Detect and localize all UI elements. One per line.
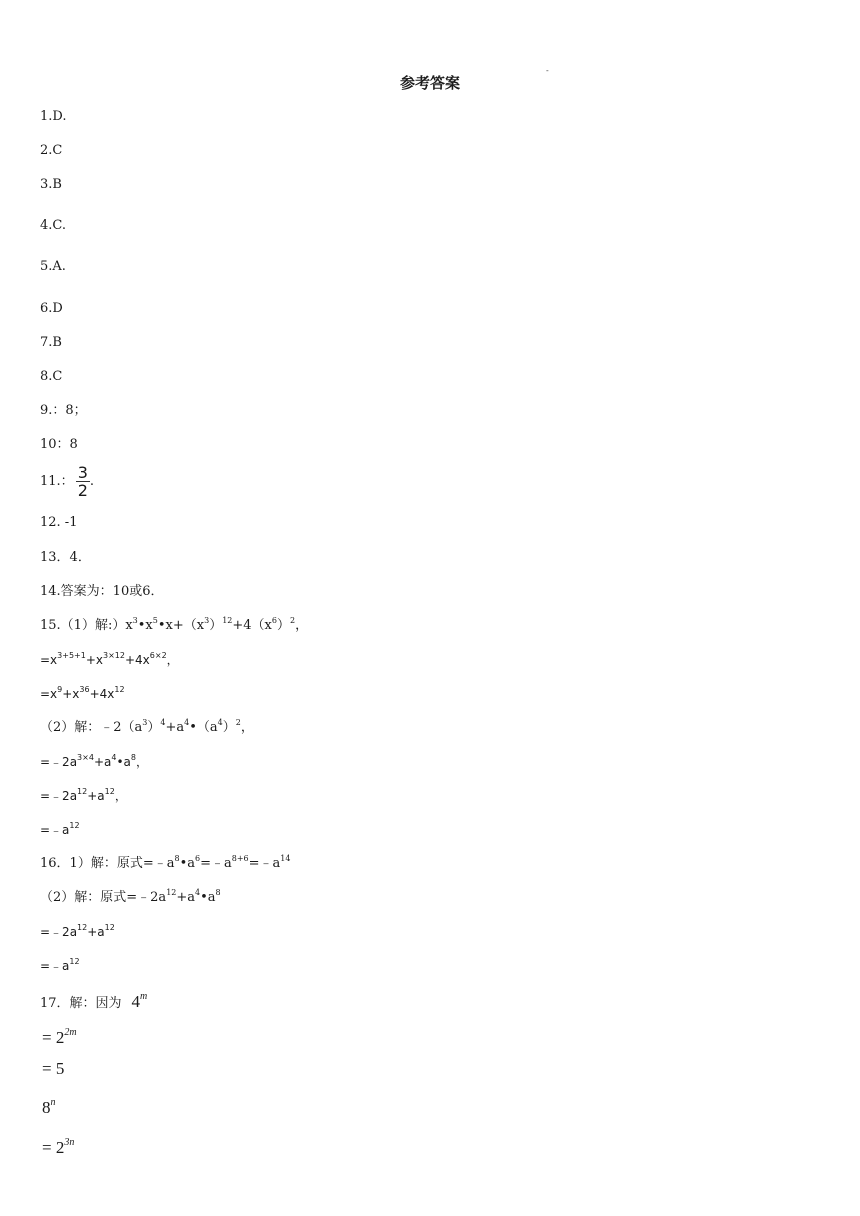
text-seg: =﹣2a xyxy=(40,755,78,769)
text-seg: •x+（x xyxy=(157,618,205,633)
q17-math-3 xyxy=(42,1098,56,1118)
q16-line-1 xyxy=(40,855,290,873)
text-seg: =﹣a xyxy=(200,856,232,871)
exponent: 4 xyxy=(111,753,117,762)
header-dash: - xyxy=(546,66,549,75)
exponent: 6×2 xyxy=(149,651,167,660)
exponent: 12 xyxy=(104,787,115,796)
fraction xyxy=(76,464,90,499)
exponent: 12 xyxy=(114,685,125,694)
q16-line-2 xyxy=(40,889,221,907)
q17-math-1 xyxy=(42,1028,77,1048)
answer-14: 14.答案为：10或6． xyxy=(40,584,164,599)
text-seg: =﹣2a xyxy=(40,925,78,939)
text-seg: +a xyxy=(87,789,105,803)
q15-line-6 xyxy=(40,787,127,805)
exponent: 12 xyxy=(166,888,177,897)
text-seg: +4（x xyxy=(232,618,272,633)
answer-1: 1.D. xyxy=(40,109,67,124)
exponent: 12 xyxy=(77,787,88,796)
answer-7: 7.B xyxy=(40,335,62,350)
text-seg: +x xyxy=(62,687,80,701)
q15-line-3 xyxy=(40,685,125,703)
text-seg: ， xyxy=(135,755,148,769)
text-seg: •x xyxy=(137,618,153,633)
answer-10: 10：8 xyxy=(40,437,78,452)
answer-9: 9.：8； xyxy=(40,403,87,418)
math-base: = 2 xyxy=(42,1028,65,1047)
exponent: 3×12 xyxy=(103,651,125,660)
text-seg: =﹣a xyxy=(248,856,281,871)
q16-line-4 xyxy=(40,957,80,975)
text-seg: •（a xyxy=(189,720,218,735)
text-seg: +a xyxy=(87,925,105,939)
exponent: 4 xyxy=(160,718,166,727)
answer-11-suffix: . xyxy=(89,474,95,489)
exponent: n xyxy=(50,1097,56,1108)
q17-math-4 xyxy=(42,1138,74,1158)
answer-13: 13．4． xyxy=(40,550,91,565)
text-seg: =﹣a xyxy=(40,959,70,973)
text-seg: +a xyxy=(165,720,185,735)
exponent: 36 xyxy=(79,685,90,694)
text-seg: ， xyxy=(295,618,309,633)
exponent: 3+5+1 xyxy=(57,651,86,660)
exponent: m xyxy=(140,991,148,1002)
math-base: 4 xyxy=(131,992,141,1011)
exponent: 3 xyxy=(142,718,148,727)
exponent: 8+6 xyxy=(231,854,249,863)
exponent: 3 xyxy=(204,616,210,625)
text-seg: +4x xyxy=(89,687,115,701)
exponent: 4 xyxy=(195,888,201,897)
exponent: 12 xyxy=(77,923,88,932)
q15-line-7 xyxy=(40,821,80,839)
exponent: 4 xyxy=(184,718,190,727)
fraction-denominator: 2 xyxy=(77,481,88,500)
text-seg: =﹣2a xyxy=(40,789,78,803)
text-seg: ） xyxy=(222,720,236,735)
q15-line-4 xyxy=(40,719,254,737)
exponent: 2 xyxy=(290,616,296,625)
text-seg: +a xyxy=(176,890,196,905)
text-seg: （2）解：原式=﹣2a xyxy=(40,890,167,905)
exponent: 12 xyxy=(222,616,233,625)
q17-intro xyxy=(40,993,147,1013)
q15-line-2 xyxy=(40,651,179,669)
answer-3: 3.B xyxy=(40,177,62,192)
fraction-numerator: 3 xyxy=(77,463,88,482)
text-seg: 16．1）解：原式=﹣a xyxy=(40,856,175,871)
exponent: 8 xyxy=(215,888,221,897)
exponent: 14 xyxy=(280,854,291,863)
answer-4: 4.C. xyxy=(40,218,67,233)
answer-11 xyxy=(40,464,94,499)
exponent: 6 xyxy=(271,616,277,625)
answer-11-prefix: 11.： xyxy=(40,474,74,489)
text-seg: （2）解：﹣2（a xyxy=(40,720,143,735)
exponent: 3 xyxy=(132,616,138,625)
text-seg: •a xyxy=(116,755,131,769)
text-seg: •a xyxy=(200,890,216,905)
answer-8: 8.C xyxy=(40,369,63,384)
text-seg: +x xyxy=(85,653,103,667)
math-base: 8 xyxy=(42,1098,51,1117)
math-base: = 2 xyxy=(42,1138,65,1157)
text-seg: +a xyxy=(93,755,112,769)
text-seg: =x xyxy=(40,687,58,701)
text-seg: +4x xyxy=(124,653,150,667)
q15-line-5 xyxy=(40,753,148,771)
text-seg: ） xyxy=(147,720,161,735)
text-seg: 15.（1）解:）x xyxy=(40,618,133,633)
answer-12: 12. -1 xyxy=(40,515,78,530)
text-seg: 17．解：因为 xyxy=(40,996,122,1011)
text-seg: ， xyxy=(240,720,254,735)
text-seg: •a xyxy=(179,856,195,871)
text-seg: ， xyxy=(114,789,127,803)
page-title: 参考答案 xyxy=(399,74,460,92)
exponent: 8 xyxy=(174,854,180,863)
exponent: 9 xyxy=(57,685,63,694)
text-seg: =x xyxy=(40,653,58,667)
text-seg: ， xyxy=(166,653,179,667)
q16-line-3 xyxy=(40,923,115,941)
exponent: 5 xyxy=(152,616,158,625)
exponent: 3×4 xyxy=(77,753,94,762)
q15-line-1 xyxy=(40,617,308,635)
exponent: 4 xyxy=(217,718,223,727)
q17-math-2: = 5 xyxy=(42,1059,65,1078)
exponent: 8 xyxy=(130,753,136,762)
answer-2: 2.C xyxy=(40,143,63,158)
text-seg: ） xyxy=(209,618,223,633)
exponent: 12 xyxy=(69,821,80,830)
text-seg: =﹣a xyxy=(40,823,70,837)
answer-6: 6.D xyxy=(40,301,63,316)
exponent: 6 xyxy=(194,854,201,863)
exponent: 12 xyxy=(69,957,80,966)
text-seg: ） xyxy=(276,618,290,633)
exponent: 12 xyxy=(104,923,115,932)
exponent: 2m xyxy=(64,1027,77,1038)
exponent: 3n xyxy=(64,1137,75,1148)
exponent: 2 xyxy=(235,718,241,727)
answer-5: 5.A. xyxy=(40,259,66,274)
